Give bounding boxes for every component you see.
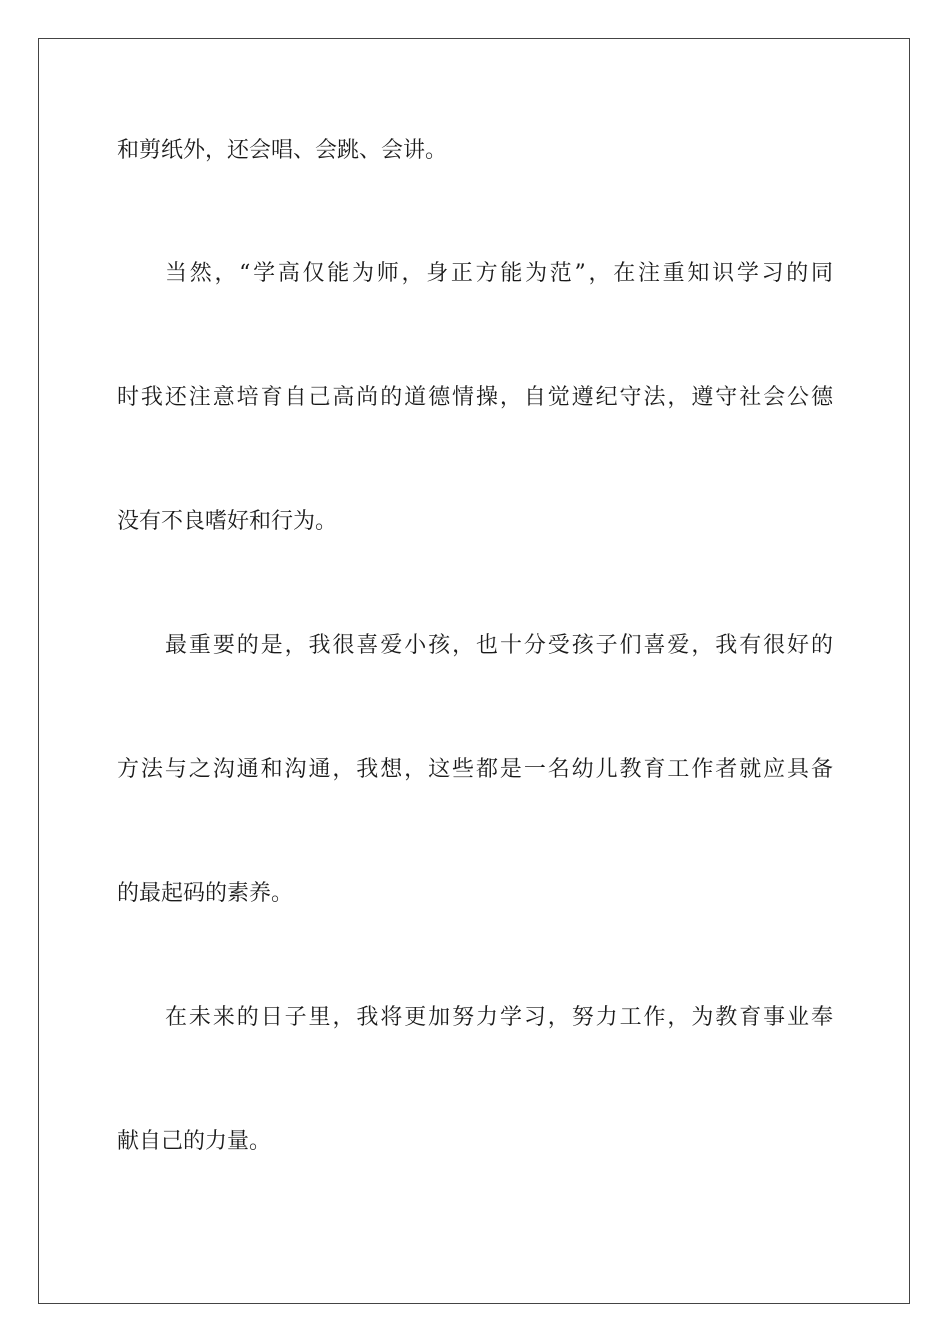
paragraph-3-line-2: 方法与之沟通和沟通，我想，这些都是一名幼儿教育工作者就应具备 <box>117 757 833 782</box>
paragraph-2-line-2: 时我还注意培育自己高尚的道德情操，自觉遵纪守法，遵守社会公德 <box>117 385 833 410</box>
page-border <box>38 38 910 1304</box>
paragraph-4-line-2: 献自己的力量。 <box>117 1129 272 1154</box>
paragraph-2-line-3: 没有不良嗜好和行为。 <box>117 509 338 534</box>
paragraph-1-line-1: 和剪纸外，还会唱、会跳、会讲。 <box>117 138 448 163</box>
paragraph-2-line-1: 当然，“学高仅能为师，身正方能为范”，在注重知识学习的同 <box>165 261 833 286</box>
paragraph-3-line-1: 最重要的是，我很喜爱小孩，也十分受孩子们喜爱，我有很好的 <box>165 633 833 658</box>
paragraph-3-line-3: 的最起码的素养。 <box>117 881 294 906</box>
paragraph-4-line-1: 在未来的日子里，我将更加努力学习，努力工作，为教育事业奉 <box>165 1005 833 1030</box>
